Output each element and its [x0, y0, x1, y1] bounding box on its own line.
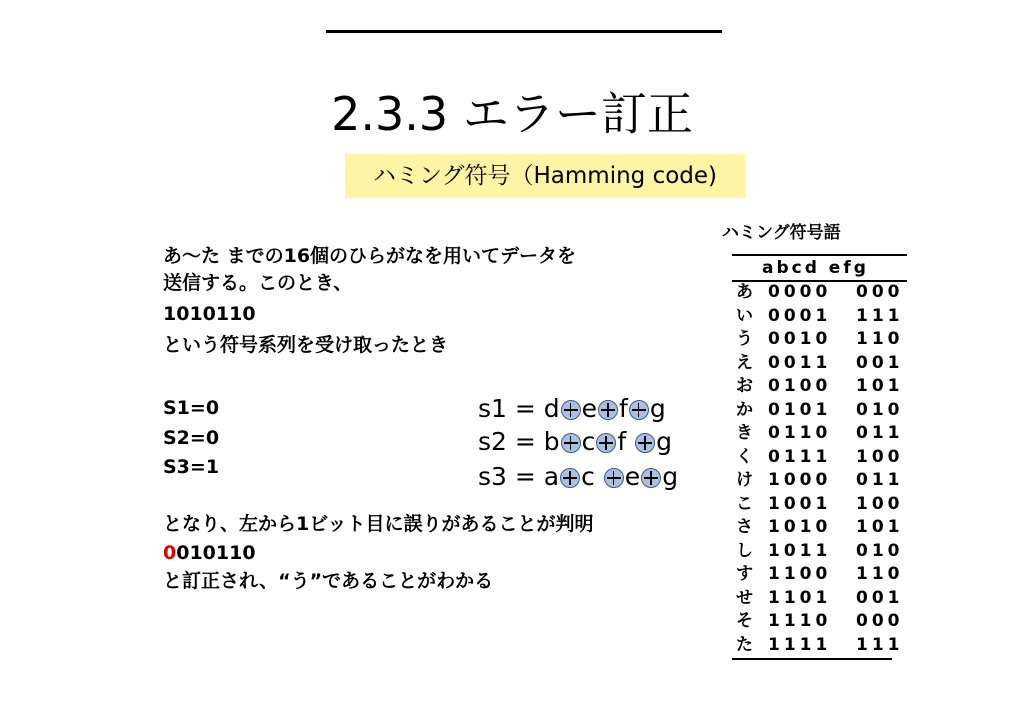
- row-check-bits: 010: [856, 399, 904, 420]
- conclusion-line-2: と訂正され、“う”であることがわかる: [163, 570, 494, 592]
- xor-icon: [604, 468, 624, 488]
- row-kana: け: [736, 470, 753, 490]
- row-kana: い: [736, 305, 753, 326]
- table-row: [736, 281, 904, 305]
- table-row: [736, 540, 904, 564]
- row-kana: さ: [736, 517, 753, 537]
- row-kana: た: [736, 634, 753, 655]
- table-row: [736, 587, 904, 611]
- table-row: [736, 328, 904, 352]
- intro-line-1: あ～た までの16個のひらがなを用いてデータを: [163, 245, 577, 267]
- syndrome-s1: S1=0: [163, 397, 220, 419]
- xor-icon: [561, 433, 581, 453]
- row-data-bits: 0101: [768, 399, 832, 420]
- row-data-bits: 0001: [768, 305, 832, 326]
- conclusion-line-1: となり、左から1ビット目に誤りがあることが判明: [163, 513, 594, 535]
- corrected-code: 0010110: [163, 542, 256, 564]
- row-check-bits: 110: [856, 564, 904, 584]
- row-check-bits: 101: [856, 376, 904, 396]
- top-rule: [326, 30, 722, 33]
- xor-icon: [561, 400, 581, 420]
- row-kana: こ: [736, 493, 753, 514]
- row-data-bits: 1010: [768, 517, 832, 537]
- table-row: [736, 422, 904, 446]
- row-kana: う: [736, 329, 753, 349]
- row-check-bits: 001: [856, 352, 904, 373]
- row-data-bits: 1011: [768, 540, 832, 561]
- hamming-table-title: ハミング符号語: [722, 223, 841, 243]
- table-row: [736, 493, 904, 517]
- row-data-bits: 0011: [768, 352, 832, 373]
- equation-s3: s3 = a c e g: [478, 462, 679, 491]
- table-row: [736, 563, 904, 587]
- table-row: [736, 610, 904, 634]
- row-check-bits: 010: [856, 540, 904, 561]
- xor-icon: [598, 400, 618, 420]
- table-row: [736, 375, 904, 399]
- row-check-bits: 110: [856, 329, 904, 349]
- row-data-bits: 0010: [768, 329, 832, 349]
- row-check-bits: 011: [856, 470, 904, 490]
- table-row: [736, 469, 904, 493]
- row-kana: し: [736, 540, 753, 561]
- table-row: [736, 446, 904, 470]
- slide-subtitle: ハミング符号（Hamming code): [345, 154, 745, 198]
- row-data-bits: 0100: [768, 376, 832, 396]
- row-data-bits: 1110: [768, 611, 832, 631]
- received-code: 1010110: [163, 303, 256, 325]
- row-data-bits: 1101: [768, 587, 832, 608]
- row-check-bits: 100: [856, 446, 904, 467]
- row-data-bits: 1111: [768, 634, 832, 655]
- intro-line-2: 送信する。このとき、: [163, 272, 353, 294]
- row-check-bits: 011: [856, 423, 904, 443]
- row-data-bits: 0111: [768, 446, 832, 467]
- hamming-table-rows: [736, 281, 904, 657]
- xor-icon: [635, 433, 655, 453]
- xor-icon: [641, 468, 661, 488]
- intro-line-4: という符号系列を受け取ったとき: [163, 334, 449, 356]
- table-row: [736, 399, 904, 423]
- row-kana: え: [736, 352, 753, 373]
- table-row: [736, 516, 904, 540]
- row-kana: あ: [736, 282, 753, 302]
- slide-title: 2.3.3 エラー訂正: [331, 87, 693, 141]
- xor-icon: [596, 433, 616, 453]
- row-check-bits: 001: [856, 587, 904, 608]
- xor-icon: [629, 400, 649, 420]
- table-bottom-rule: [732, 658, 892, 660]
- row-kana: き: [736, 423, 753, 443]
- row-data-bits: 1000: [768, 470, 832, 490]
- row-kana: お: [736, 376, 753, 396]
- row-data-bits: 1100: [768, 564, 832, 584]
- row-check-bits: 000: [856, 282, 904, 302]
- xor-icon: [560, 468, 580, 488]
- equation-s1: s1 = d e f g: [478, 394, 666, 423]
- row-kana: す: [736, 564, 753, 584]
- row-data-bits: 0000: [768, 282, 832, 302]
- syndrome-s2: S2=0: [163, 427, 220, 449]
- table-top-rule: [732, 254, 907, 256]
- row-check-bits: 111: [856, 634, 904, 655]
- corrected-bit: 0: [163, 542, 177, 564]
- row-kana: か: [736, 399, 753, 420]
- row-kana: せ: [736, 587, 753, 608]
- row-check-bits: 000: [856, 611, 904, 631]
- equation-s2: s2 = b c f g: [478, 427, 673, 456]
- row-check-bits: 111: [856, 305, 904, 326]
- table-header: abcd efg: [762, 258, 869, 278]
- table-row: [736, 634, 904, 658]
- row-kana: く: [736, 446, 753, 467]
- row-check-bits: 101: [856, 517, 904, 537]
- syndrome-s3: S3=1: [163, 456, 220, 478]
- table-row: [736, 352, 904, 376]
- row-data-bits: 1001: [768, 493, 832, 514]
- row-check-bits: 100: [856, 493, 904, 514]
- row-data-bits: 0110: [768, 423, 832, 443]
- table-row: [736, 305, 904, 329]
- row-kana: そ: [736, 611, 753, 631]
